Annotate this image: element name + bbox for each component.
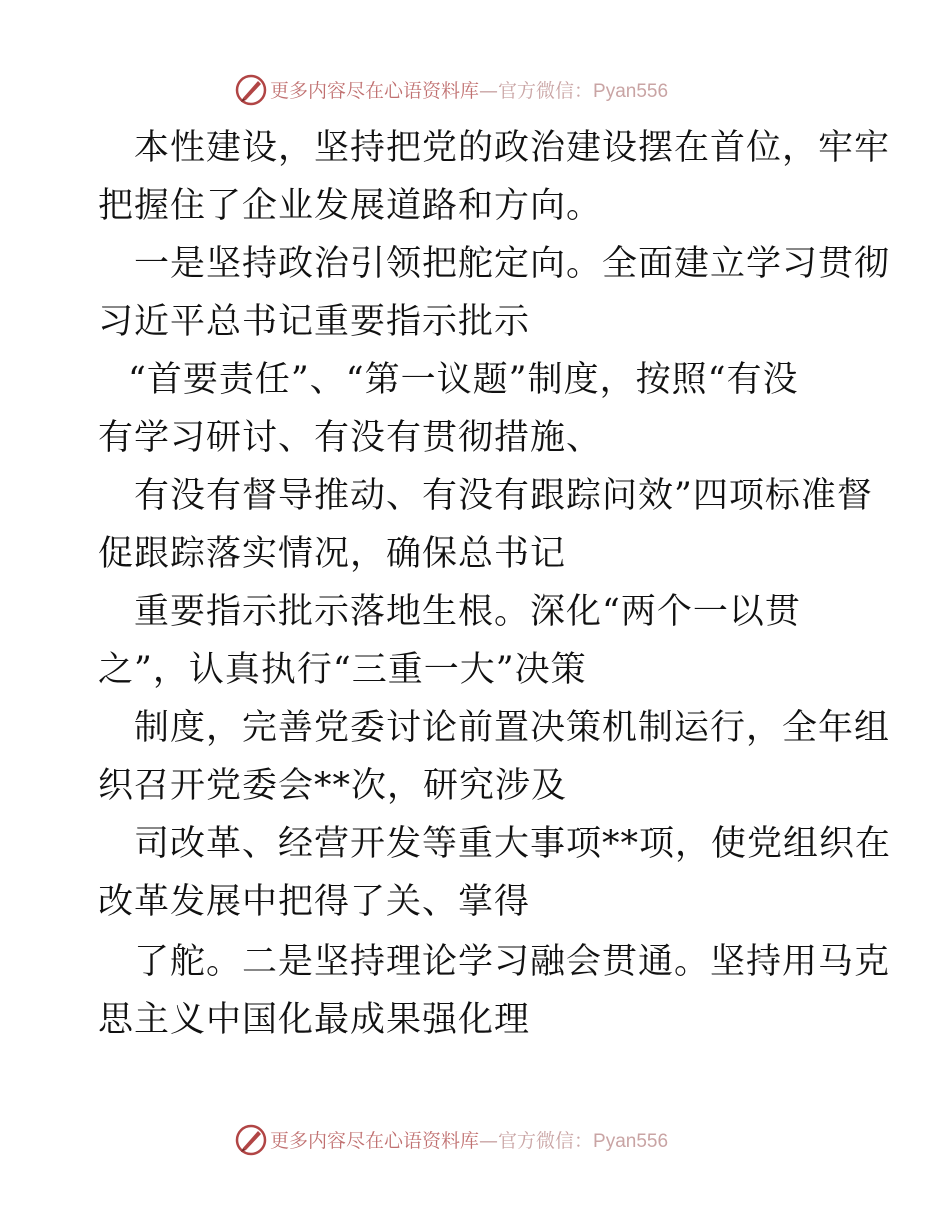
body-line: 把握住了企业发展道路和方向。 <box>98 186 603 226</box>
pen-logo-icon <box>234 1123 268 1157</box>
header-separator: — <box>479 80 499 102</box>
footer-banner-text <box>270 1126 668 1153</box>
body-line: 司改革、经营开发等重大事项**项，使党组织在 <box>134 824 892 864</box>
body-line: “首要责任”、“第一议题”制度，按照“有没 <box>128 360 799 400</box>
footer-banner <box>0 1120 950 1160</box>
body-line: 重要指示批示落地生根。深化“两个一以贯 <box>134 592 801 632</box>
body-line: 习近平总书记重要指示批示 <box>98 302 531 342</box>
header-brand-text: 更多内容尽在心语资料库 <box>270 80 480 102</box>
footer-brand-text: 更多内容尽在心语资料库 <box>270 1130 480 1152</box>
body-line: 之”，认真执行“三重一大”决策 <box>98 650 587 690</box>
header-wechat-id: Pyan556 <box>593 81 669 102</box>
body-line: 本性建设，坚持把党的政治建设摆在首位，牢牢 <box>134 128 891 168</box>
body-line: 改革发展中把得了关、掌得 <box>98 882 531 922</box>
body-line: 了舵。二是坚持理论学习融会贯通。坚持用马克 <box>134 942 891 982</box>
body-line: 制度，完善党委讨论前置决策机制运行，全年组 <box>134 708 891 748</box>
body-line: 促跟踪落实情况，确保总书记 <box>98 534 567 574</box>
body-line: 思主义中国化最成果强化理 <box>98 1000 531 1040</box>
body-line: 有没有督导推动、有没有跟踪问效”四项标准督 <box>134 476 873 516</box>
body-line: 织召开党委会**次，研究涉及 <box>98 766 568 806</box>
header-wechat-text: 官方微信： <box>498 80 594 102</box>
footer-separator: — <box>479 1130 499 1152</box>
footer-wechat-text: 官方微信： <box>498 1130 594 1152</box>
body-line: 有学习研讨、有没有贯彻措施、 <box>98 418 603 458</box>
body-line: 一是坚持政治引领把舵定向。全面建立学习贯彻 <box>134 244 891 284</box>
footer-wechat-id: Pyan556 <box>593 1131 669 1152</box>
